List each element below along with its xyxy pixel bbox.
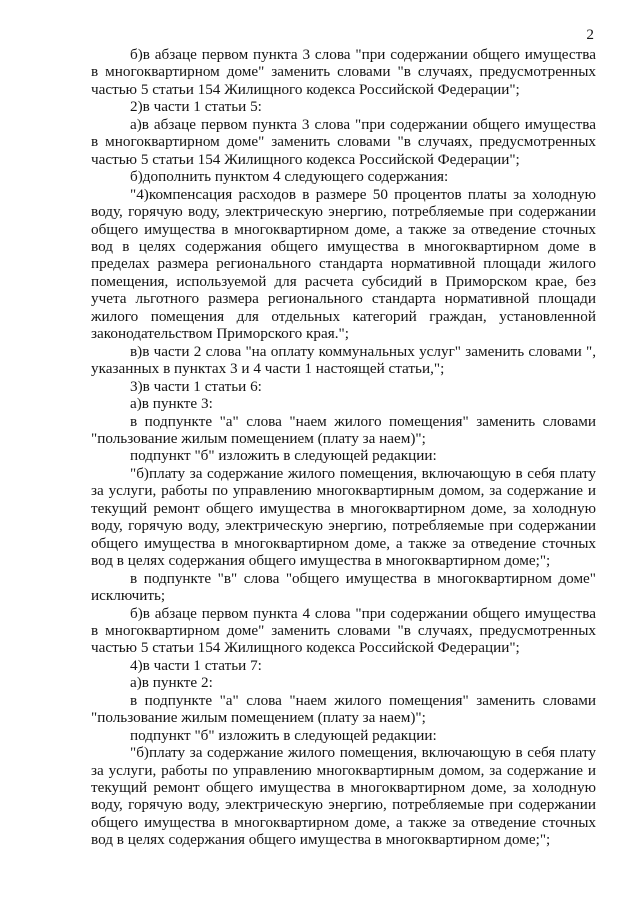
paragraph: в подпункте "а" слова "наем жилого помещения" заменить словами "пользование жилым помещением (плату за наем)"; bbox=[91, 691, 596, 727]
paragraph: а)в пункте 2: bbox=[130, 674, 213, 692]
paragraph: б)в абзаце первом пункта 4 слова "при содержании общего имущества в многоквартирном доме" заменить словами "в случаях, предусмотренных частью 5 статьи 154 Жилищного кодекса Российской Федерации"; bbox=[91, 604, 596, 657]
paragraph: "б)плату за содержание жилого помещения, включающую в себя плату за услуги, работы по управлению многоквартирным домом, за содержание и текущий ремонт общего имущества в многоквартирном доме, за холодную воду, горячую воду, электрическую энергию, потребляемые при содержании общего имущества в многоквартирном доме, а также за отведение сточных вод в целях содержания общего имущества в многоквартирном доме;"; bbox=[91, 464, 596, 570]
paragraph: а)в абзаце первом пункта 3 слова "при содержании общего имущества в многоквартирном доме" заменить словами "в случаях, предусмотренных частью 5 статьи 154 Жилищного кодекса Российской Федерации"; bbox=[91, 115, 596, 168]
document-body bbox=[91, 46, 596, 849]
paragraph: в подпункте "а" слова "наем жилого помещения" заменить словами "пользование жилым помещением (плату за наем)"; bbox=[91, 412, 596, 447]
paragraph: 3)в части 1 статьи 6: bbox=[130, 377, 262, 395]
paragraph: а)в пункте 3: bbox=[130, 395, 213, 413]
paragraph: в)в части 2 слова "на оплату коммунальных услуг" заменить словами ", указанных в пунктах 3 и 4 части 1 настоящей статьи,"; bbox=[91, 342, 596, 378]
paragraph: 2)в части 1 статьи 5: bbox=[130, 98, 262, 116]
paragraph: 4)в части 1 статьи 7: bbox=[130, 656, 262, 674]
paragraph: б)дополнить пунктом 4 следующего содержания: bbox=[130, 168, 449, 186]
paragraph: "б)плату за содержание жилого помещения, включающую в себя плату за услуги, работы по управлению многоквартирным домом, за содержание и текущий ремонт общего имущества в многоквартирном доме, за холодную воду, горячую воду, электрическую энергию, потребляемые при содержании общего имущества в многоквартирном доме, а также за отведение сточных вод в целях содержания общего имущества в многоквартирном доме;"; bbox=[91, 744, 596, 849]
paragraph: в подпункте "в" слова "общего имущества в многоквартирном доме" исключить; bbox=[91, 569, 596, 605]
paragraph: б)в абзаце первом пункта 3 слова "при содержании общего имущества в многоквартирном доме" заменить словами "в случаях, предусмотренных частью 5 статьи 154 Жилищного кодекса Российской Федерации"; bbox=[91, 46, 596, 98]
paragraph: "4)компенсация расходов в размере 50 процентов платы за холодную воду, горячую воду, электрическую энергию, потребляемые при содержании общего имущества в многоквартирном доме, а также за отведение сточных вод в целях содержания общего имущества в многоквартирном доме в пределах размера регионального стандарта нормативной площади жилого помещения, используемой для расчета субсидий в Приморском крае, без учета льготного размера регионального стандарта нормативной площади жилого помещения для отдельных категорий граждан, установленной законодательством Приморского края."; bbox=[91, 185, 596, 343]
paragraph: подпункт "б" изложить в следующей редакции: bbox=[130, 726, 437, 744]
paragraph: подпункт "б" изложить в следующей редакции: bbox=[130, 447, 437, 465]
page-number: 2 bbox=[586, 26, 594, 43]
